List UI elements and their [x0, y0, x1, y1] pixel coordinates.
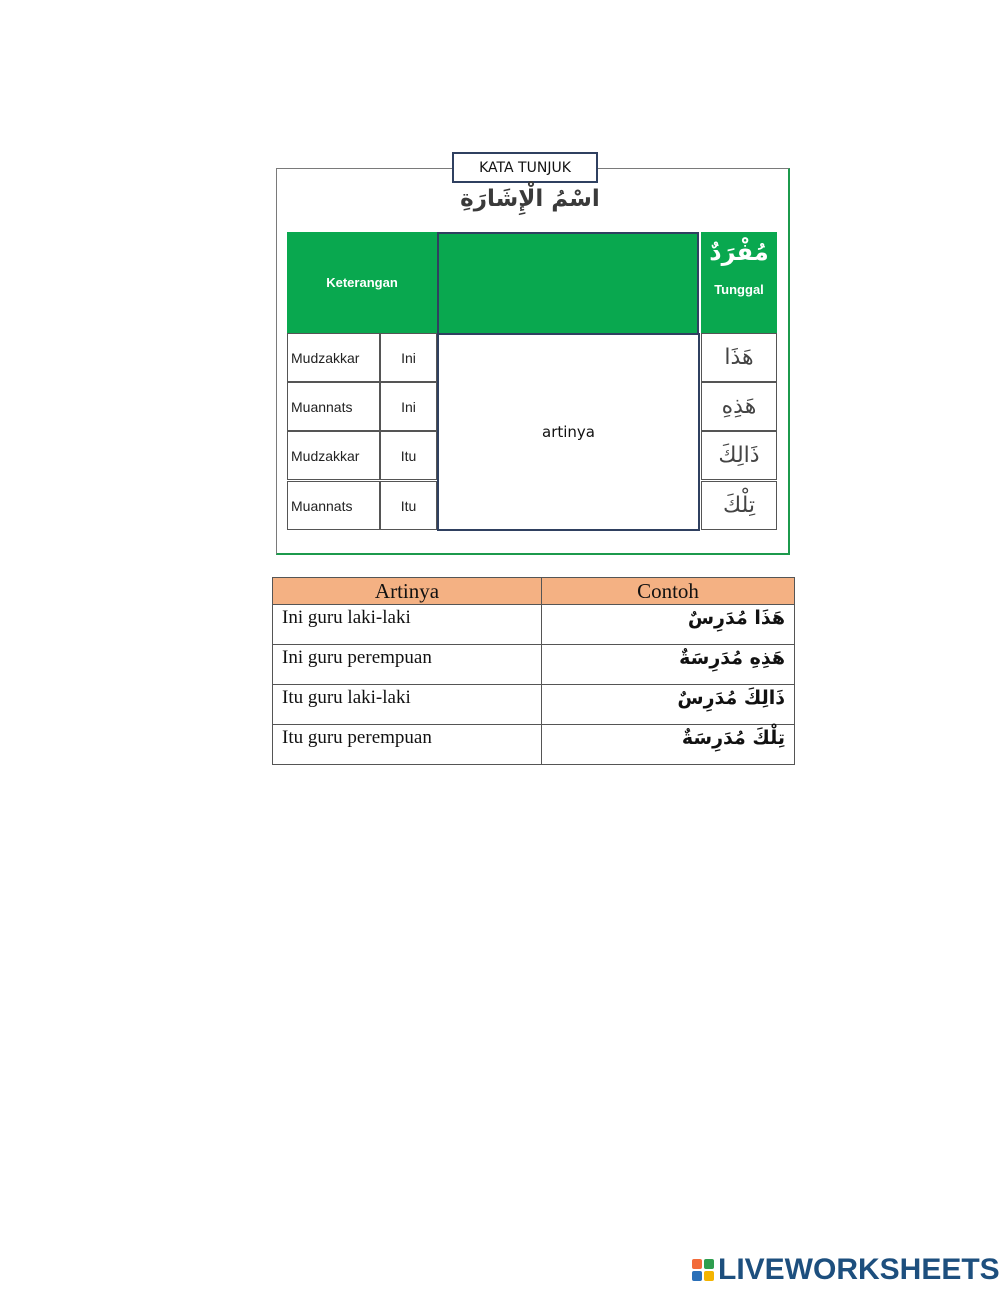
row-desc: Muannats [287, 481, 380, 530]
logo-square [692, 1259, 702, 1269]
row-arabic: هَذِهِ [701, 382, 777, 431]
cell-artinya: Itu guru perempuan [273, 725, 542, 765]
table-row [273, 605, 795, 645]
cell-artinya: Ini guru perempuan [273, 645, 542, 685]
cell-contoh: تِلْكَ مُدَرِسَةٌ [542, 725, 795, 765]
header-tunggal-label: Tunggal [714, 282, 764, 297]
table-row [273, 645, 795, 685]
cell-contoh: ذَالِكَ مُدَرِسٌ [542, 685, 795, 725]
row-desc: Mudzakkar [287, 333, 380, 382]
row-arabic: هَذَا [701, 333, 777, 382]
row-desc: Mudzakkar [287, 431, 380, 480]
row-arabic: ذَالِكَ [701, 431, 777, 480]
cell-artinya: Itu guru laki-laki [273, 685, 542, 725]
logo-square [704, 1271, 714, 1281]
row-desc: Muannats [287, 382, 380, 431]
header-mufrad [701, 232, 777, 333]
table-row [273, 725, 795, 765]
table-row [273, 685, 795, 725]
header-keterangan-label: Keterangan [326, 275, 398, 290]
examples-table [272, 577, 795, 765]
header-middle-blank [437, 232, 699, 333]
header-keterangan [287, 232, 437, 333]
logo-square [692, 1271, 702, 1281]
liveworksheets-logo [692, 1253, 1000, 1287]
header-contoh: Contoh [542, 578, 795, 605]
logo-mark-icon [692, 1259, 714, 1281]
answer-box-label: artinya [542, 423, 595, 441]
row-indicator: Itu [380, 431, 437, 480]
header-mufrad-arabic: مُفْرَدٌ [709, 238, 769, 266]
chart-title: KATA TUNJUK [452, 152, 598, 183]
header-artinya: Artinya [273, 578, 542, 605]
logo-text: LIVEWORKSHEETS [718, 1253, 1000, 1286]
cell-contoh: هَذَا مُدَرِسٌ [542, 605, 795, 645]
row-indicator: Itu [380, 481, 437, 530]
logo-square [704, 1259, 714, 1269]
answer-box-artinya[interactable] [437, 333, 700, 531]
row-arabic: تِلْكَ [701, 481, 777, 530]
row-indicator: Ini [380, 333, 437, 382]
row-indicator: Ini [380, 382, 437, 431]
cell-artinya: Ini guru laki-laki [273, 605, 542, 645]
cell-contoh: هَذِهِ مُدَرِسَةٌ [542, 645, 795, 685]
arabic-heading: اسْمُ الْإِشَارَةِ [460, 186, 600, 212]
